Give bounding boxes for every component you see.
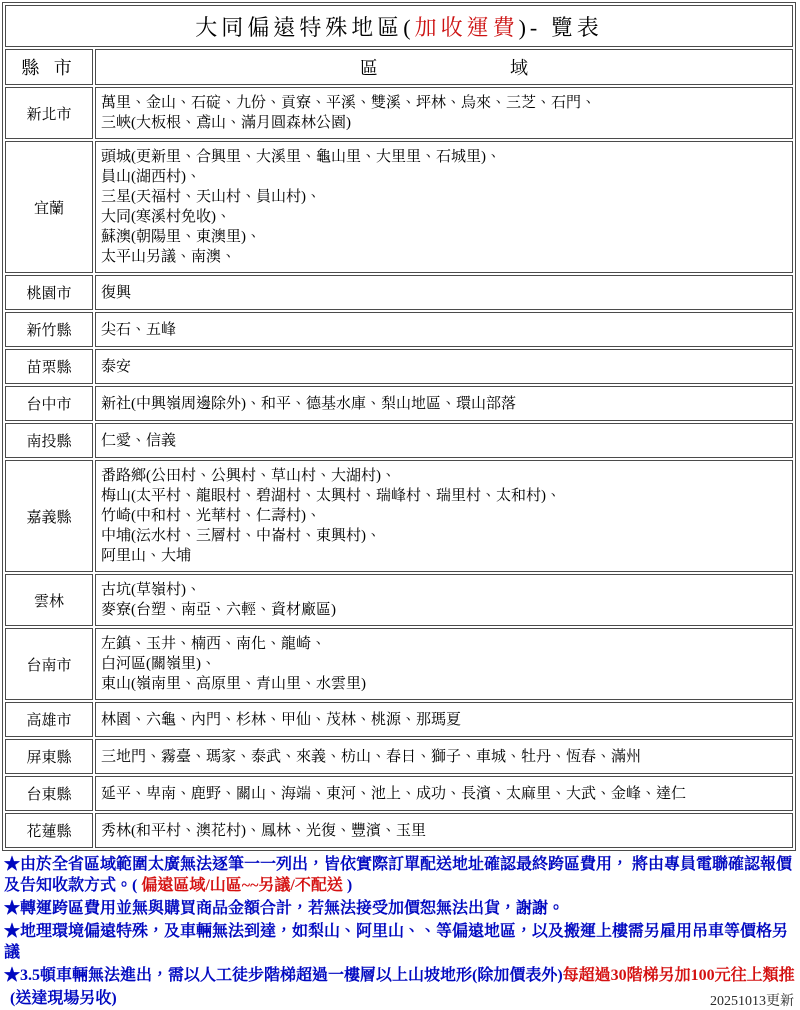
footer-note: (送達現場另收): [10, 990, 117, 1007]
region-cell: [95, 702, 793, 737]
region-line: 蘇澳(朝陽里、東澳里)、: [101, 229, 261, 245]
note-segment: ★地理環境偏遠特殊，及車輛無法到達，如梨山、阿里山、、等偏遠地區，以及搬運上樓需另雇用吊車等價格另議: [4, 923, 789, 961]
region-line: 復興: [101, 284, 132, 301]
region-line: 林園、六龜、內門、杉林、甲仙、茂林、桃源、那瑪夏: [101, 711, 462, 728]
title-prefix: 大同偏遠特殊地區(: [195, 15, 415, 40]
note-line: [4, 854, 796, 896]
note-segment: ★轉運跨區費用並無與購買商品金額合計，若無法接受加價恕無法出貨，謝謝。: [4, 900, 565, 917]
region-line: 白河區(關嶺里)、: [101, 656, 216, 672]
table-row: [5, 574, 793, 626]
region-cell: [95, 460, 793, 572]
region-cell: [95, 386, 793, 421]
table-row: [5, 312, 793, 347]
table-title: [5, 5, 793, 47]
notes: [2, 851, 798, 986]
table-row: [5, 702, 793, 737]
table-row: [5, 776, 793, 811]
county-cell: 台南市: [5, 628, 93, 700]
region-line: 萬里、金山、石碇、九份、貢寮、平溪、雙溪、坪林、烏來、三芝、石門、: [101, 95, 597, 111]
column-header-region: [95, 49, 793, 85]
region-line: 三星(天福村、天山村、員山村)、: [101, 189, 321, 205]
region-cell: [95, 776, 793, 811]
table-row: [5, 87, 793, 139]
region-cell: [95, 87, 793, 139]
table-row: [5, 460, 793, 572]
county-cell: 新北市: [5, 87, 93, 139]
table-row: [5, 423, 793, 458]
region-line: 仁愛、信義: [101, 432, 177, 449]
county-cell: 嘉義縣: [5, 460, 93, 572]
region-line: 三地門、霧臺、瑪家、泰武、來義、枋山、春日、獅子、車城、牡丹、恆春、滿州: [101, 748, 642, 765]
region-line: 頭城(更新里、合興里、大溪里、龜山里、大里里、石城里)、: [101, 149, 501, 165]
region-header-char-1: 區: [360, 58, 378, 78]
note-segment: 每超過30階梯另加100元往上類推: [562, 967, 795, 984]
title-row: [5, 5, 793, 47]
region-line: 延平、卑南、鹿野、關山、海端、東河、池上、成功、長濱、太麻里、大武、金峰、達仁: [101, 785, 687, 802]
region-line: 古坑(草嶺村)、: [101, 582, 201, 598]
region-line: 太平山另議、南澳、: [101, 249, 237, 265]
region-cell: [95, 813, 793, 848]
region-header-layout: [96, 54, 792, 80]
county-cell: 台東縣: [5, 776, 93, 811]
region-line: 泰安: [101, 358, 132, 375]
note-segment: ★3.5頓車輛無法進出，需以人工徒步階梯超過一樓層以上山坡地形(除加價表外): [4, 967, 563, 984]
region-line: 東山(嶺南里、高原里、青山里、水雲里): [101, 676, 366, 692]
table-row: [5, 349, 793, 384]
remote-area-fee-table: [2, 2, 796, 851]
region-cell: [95, 739, 793, 774]
table-row: [5, 386, 793, 421]
county-cell: 屏東縣: [5, 739, 93, 774]
region-line: 梅山(太平村、龍眼村、碧湖村、太興村、瑞峰村、瑞里村、太和村)、: [101, 488, 561, 504]
region-cell: [95, 574, 793, 626]
footer: [2, 988, 798, 1010]
region-line: 秀林(和平村、澳花村)、鳳林、光復、豐濱、玉里: [101, 822, 426, 839]
region-line: 員山(湖西村)、: [101, 169, 201, 185]
region-cell: [95, 141, 793, 273]
region-line: 阿里山、大埔: [101, 548, 192, 564]
table-row: [5, 813, 793, 848]
note-segment: ★由於全省區域範圍太廣無法逐筆一一列出，皆依實際訂單配送地址確認最終跨區費用， 將由專員電聯確認報價及告知收款方式。(: [4, 856, 793, 894]
region-line: 尖石、五峰: [101, 321, 177, 338]
update-date: 20251013更新: [710, 994, 794, 1009]
column-header-county: 縣 市: [5, 49, 93, 85]
header-row: [5, 49, 793, 85]
county-cell: 高雄市: [5, 702, 93, 737]
note-segment: ): [342, 877, 353, 894]
region-cell: [95, 312, 793, 347]
table-row: [5, 739, 793, 774]
note-segment: 偏遠區域/山區~~另議/不配送: [141, 877, 343, 894]
table-row: [5, 628, 793, 700]
title-suffix: )- 覽表: [518, 15, 603, 40]
note-line: [4, 898, 796, 919]
title-highlight: 加收運費: [414, 15, 519, 40]
region-line: 三峽(大板根、鳶山、滿月圓森林公園): [101, 115, 351, 131]
region-cell: [95, 275, 793, 310]
region-cell: [95, 423, 793, 458]
county-cell: 雲林: [5, 574, 93, 626]
table-row: [5, 141, 793, 273]
county-cell: 台中市: [5, 386, 93, 421]
note-line: [4, 921, 796, 963]
region-line: 番路鄉(公田村、公興村、草山村、大湖村)、: [101, 468, 396, 484]
table-body: [5, 87, 793, 848]
region-line: 麥寮(台塑、南亞、六輕、資材廠區): [101, 602, 336, 618]
county-cell: 南投縣: [5, 423, 93, 458]
region-line: 中埔(沄水村、三層村、中崙村、東興村)、: [101, 528, 381, 544]
county-cell: 新竹縣: [5, 312, 93, 347]
county-cell: 苗栗縣: [5, 349, 93, 384]
county-cell: 桃園市: [5, 275, 93, 310]
county-cell: 宜蘭: [5, 141, 93, 273]
note-line: [4, 965, 796, 986]
region-line: 大同(寒溪村免收)、: [101, 209, 231, 225]
region-line: 竹崎(中和村、光華村、仁壽村)、: [101, 508, 321, 524]
region-cell: [95, 628, 793, 700]
region-cell: [95, 349, 793, 384]
table-row: [5, 275, 793, 310]
region-line: 左鎮、玉井、楠西、南化、龍崎、: [101, 636, 327, 652]
region-line: 新社(中興嶺周邊除外)、和平、德基水庫、梨山地區、環山部落: [101, 395, 516, 412]
county-cell: 花蓮縣: [5, 813, 93, 848]
region-header-char-2: 域: [510, 58, 528, 78]
